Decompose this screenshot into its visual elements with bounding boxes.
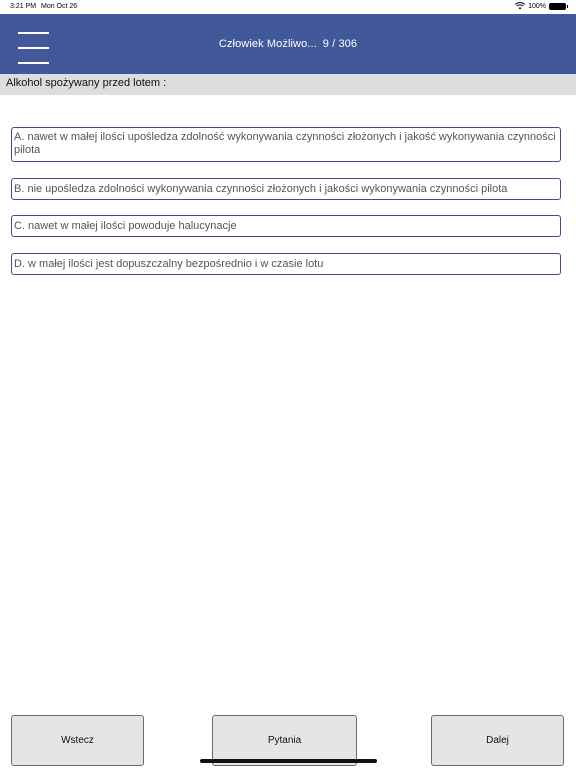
next-button[interactable]: Dalej [431, 715, 564, 766]
back-button[interactable]: Wstecz [11, 715, 144, 766]
question-text: Alkohol spożywany przed lotem : [6, 77, 167, 89]
status-bar [0, 0, 576, 14]
battery-percent: 100% [528, 2, 546, 10]
questions-button[interactable]: Pytania [212, 715, 357, 766]
wifi-icon [515, 2, 525, 10]
category-title: Człowiek Możliwo... [218, 38, 317, 50]
nav-title [0, 38, 576, 50]
answer-option-d[interactable]: D. w małej ilości jest dopuszczalny bezpośrednio i w czasie lotu [11, 253, 561, 275]
answer-option-a[interactable]: A. nawet w małej ilości upośledza zdolność wykonywania czynności złożonych i jakość wykonywania czynności pilota [11, 127, 561, 162]
status-date: Mon Oct 26 [41, 3, 78, 10]
answer-option-c[interactable]: C. nawet w małej ilości powoduje halucynacje [11, 215, 561, 237]
home-indicator [200, 759, 377, 763]
status-right [515, 2, 566, 10]
nav-bar [0, 14, 576, 74]
question-bar [0, 74, 576, 95]
question-counter: 9 / 306 [322, 38, 358, 50]
answer-option-b[interactable]: B. nie upośledza zdolności wykonywania czynności złożonych i jakości wykonywania czynności pilota [11, 178, 561, 200]
battery-icon [549, 3, 566, 10]
status-time: 3:21 PM [10, 3, 37, 10]
